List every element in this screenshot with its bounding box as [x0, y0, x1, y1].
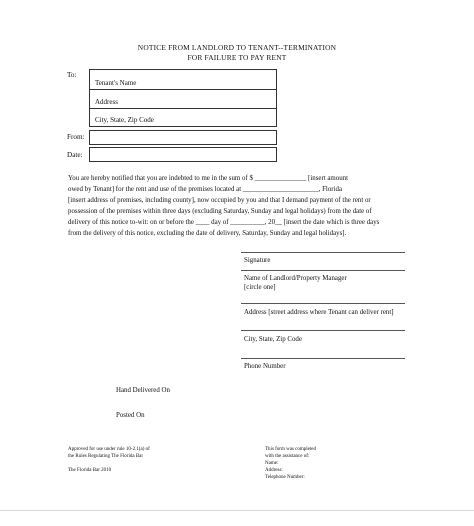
landlord-name-label: Name of Landlord/Property Manager [circle one]	[244, 275, 347, 291]
notice-body-line: owed by Tenant] for the rent and use of the premises located at ______________________, Florida	[68, 186, 342, 193]
notice-body-line: delivery of this notice to-wit: on or before the ____ day of __________, 20__ [insert the date which is three days	[68, 219, 380, 226]
hand-delivered-label: Hand Delivered On	[116, 387, 170, 394]
footer-approval-note: Approved for use under rule 10-2.1(a) of the Rules Regulating The Florida Bar The Florida Bar 2010	[68, 447, 150, 473]
date-box	[89, 147, 277, 162]
landlord-name-line	[241, 270, 405, 271]
landlord-address-label: Address [street address where Tenant can deliver rent]	[244, 309, 394, 316]
signature-line	[241, 252, 405, 253]
notice-body-line: possession of the premises within three days (excluding Saturday, Sunday and legal holidays) from the date of	[68, 208, 372, 215]
date-label: Date:	[67, 151, 83, 159]
city-state-zip-field: City, State, Zip Code	[95, 116, 154, 124]
page-bottom-rule	[0, 510, 474, 511]
footer-completed-by-note: This form was completed with the assistance of: Name: Address: Telephone Number:	[265, 447, 316, 480]
phone-label: Phone Number	[244, 363, 286, 370]
notice-body-line: from the delivery of this notice, excluding the date of delivery, Saturday, Sunday and legal holidays].	[68, 230, 347, 237]
box-divider	[90, 89, 276, 90]
notice-body-line: [insert address of premises, including county], now occupied by you and that I demand payment of the rent or	[68, 197, 371, 204]
notice-body-line: You are hereby notified that you are indebted to me in the sum of $ _______________ [insert amount	[68, 175, 349, 182]
address-field: Address	[95, 98, 118, 106]
to-label: To:	[67, 71, 77, 79]
tenant-name-field: Tenant's Name	[95, 79, 137, 87]
phone-line	[241, 358, 405, 359]
city-state-zip-line	[241, 330, 405, 331]
from-box	[89, 130, 277, 145]
posted-on-label: Posted On	[116, 412, 145, 419]
from-label: From:	[67, 133, 85, 141]
to-address-box	[89, 69, 277, 127]
landlord-address-line	[241, 303, 405, 304]
city-state-zip-label: City, State, Zip Code	[244, 336, 302, 343]
box-divider	[90, 108, 276, 109]
notice-title-line2: FOR FAILURE TO PAY RENT	[187, 53, 287, 62]
signature-label: Signature	[244, 257, 271, 264]
notice-title-line1: NOTICE FROM LANDLORD TO TENANT--TERMINATION	[137, 43, 337, 52]
